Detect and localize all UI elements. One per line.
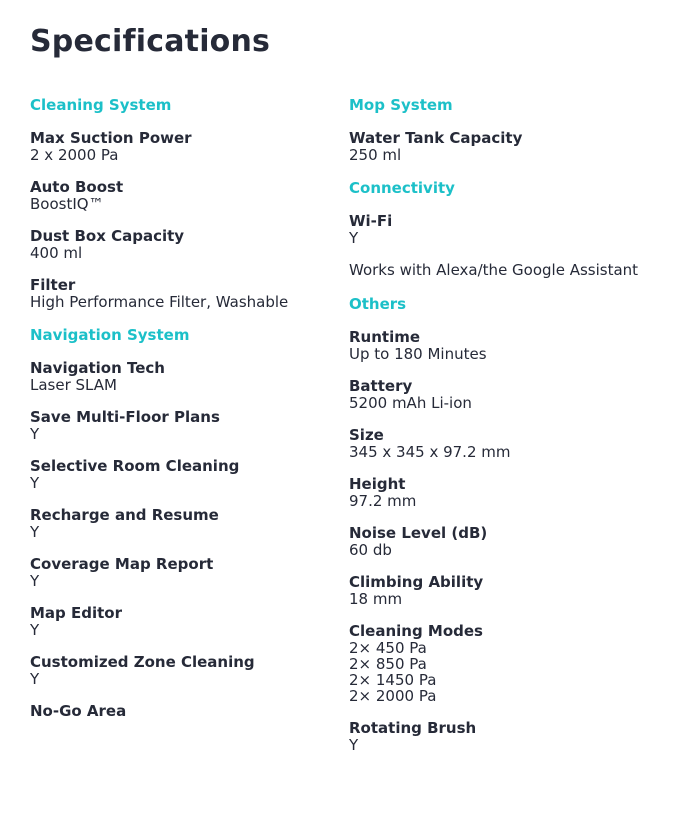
spec-value-line: 2× 450 Pa — [349, 639, 427, 657]
section-note: Works with Alexa/the Google Assistant — [349, 261, 639, 279]
spec-item-rotating-brush — [349, 720, 679, 753]
spec-label: Battery — [349, 377, 413, 395]
spec-label: Max Suction Power — [30, 129, 192, 147]
spec-value-line: Y — [30, 425, 40, 443]
spec-value — [30, 622, 340, 638]
spec-value-line: BoostIQ™ — [30, 195, 104, 213]
spec-label: Map Editor — [30, 604, 123, 622]
spec-value — [30, 524, 340, 540]
spec-value-line: Up to 180 Minutes — [349, 345, 487, 363]
spec-value-line: 2× 850 Pa — [349, 655, 427, 673]
spec-value-line: 97.2 mm — [349, 492, 417, 510]
section-mop-system — [349, 96, 679, 163]
spec-value — [30, 377, 340, 393]
spec-value-line: Laser SLAM — [30, 376, 117, 394]
spec-label: Customized Zone Cleaning — [30, 653, 255, 671]
spec-label: Selective Room Cleaning — [30, 457, 240, 475]
spec-value — [349, 444, 679, 460]
spec-value — [30, 573, 340, 589]
spec-item-recharge-and-resume — [30, 507, 340, 540]
spec-value — [30, 196, 340, 212]
spec-value-line: Y — [30, 572, 40, 590]
spec-item-height — [349, 476, 679, 509]
spec-label: Filter — [30, 276, 76, 294]
spec-item-max-suction-power — [30, 130, 340, 163]
spec-value-line: 2× 2000 Pa — [349, 687, 437, 705]
spec-label: Dust Box Capacity — [30, 227, 185, 245]
section-navigation-system — [30, 326, 340, 720]
spec-value — [349, 591, 679, 607]
spec-item-coverage-map-report — [30, 556, 340, 589]
spec-label: Climbing Ability — [349, 573, 484, 591]
spec-item-water-tank-capacity — [349, 130, 679, 163]
left-column — [30, 96, 340, 736]
spec-item-dust-box-capacity — [30, 228, 340, 261]
spec-label: Coverage Map Report — [30, 555, 214, 573]
spec-value — [349, 346, 679, 362]
spec-value-line: 345 x 345 x 97.2 mm — [349, 443, 511, 461]
spec-label: Noise Level (dB) — [349, 524, 488, 542]
spec-value — [30, 671, 340, 687]
spec-value-line: Y — [30, 474, 40, 492]
spec-item-runtime — [349, 329, 679, 362]
section-cleaning-system — [30, 96, 340, 310]
spec-value — [30, 475, 340, 491]
spec-label: Recharge and Resume — [30, 506, 219, 524]
spec-item-noise-level-db — [349, 525, 679, 558]
spec-value-line: 250 ml — [349, 146, 402, 164]
spec-label: Size — [349, 426, 384, 444]
spec-value-line: 400 ml — [30, 244, 83, 262]
spec-item-size — [349, 427, 679, 460]
spec-value — [349, 147, 679, 163]
spec-label: Rotating Brush — [349, 719, 477, 737]
section-title: Navigation System — [30, 326, 190, 344]
section-title: Mop System — [349, 96, 453, 114]
spec-label: No-Go Area — [30, 702, 127, 720]
spec-label: Cleaning Modes — [349, 622, 483, 640]
spec-value — [349, 395, 679, 411]
section-title: Connectivity — [349, 179, 455, 197]
spec-value — [30, 245, 340, 261]
spec-value — [30, 294, 340, 310]
spec-value — [349, 542, 679, 558]
spec-item-cleaning-modes — [349, 623, 679, 704]
spec-value — [349, 640, 679, 704]
spec-value-line: Y — [349, 229, 359, 247]
page-title: Specifications — [30, 24, 271, 59]
spec-value — [30, 147, 340, 163]
spec-item-battery — [349, 378, 679, 411]
spec-value — [30, 426, 340, 442]
spec-label: Height — [349, 475, 406, 493]
spec-item-auto-boost — [30, 179, 340, 212]
spec-item-selective-room-cleaning — [30, 458, 340, 491]
section-connectivity — [349, 179, 679, 279]
spec-item-save-multi-floor-plans — [30, 409, 340, 442]
section-title: Cleaning System — [30, 96, 172, 114]
spec-item-climbing-ability — [349, 574, 679, 607]
spec-value-line: 18 mm — [349, 590, 403, 608]
spec-item-filter — [30, 277, 340, 310]
spec-value-line: 2× 1450 Pa — [349, 671, 437, 689]
spec-label: Save Multi-Floor Plans — [30, 408, 220, 426]
spec-value-line: 5200 mAh Li-ion — [349, 394, 472, 412]
spec-item-map-editor — [30, 605, 340, 638]
spec-label: Wi-Fi — [349, 212, 393, 230]
spec-label: Auto Boost — [30, 178, 124, 196]
spec-value — [349, 493, 679, 509]
spec-value-line: 2 x 2000 Pa — [30, 146, 119, 164]
spec-label: Runtime — [349, 328, 421, 346]
spec-item-customized-zone-cleaning — [30, 654, 340, 687]
spec-label: Water Tank Capacity — [349, 129, 523, 147]
section-others — [349, 295, 679, 753]
spec-item-no-go-area — [30, 703, 340, 720]
spec-label: Navigation Tech — [30, 359, 165, 377]
spec-value-line: 60 db — [349, 541, 392, 559]
spec-value-line: Y — [349, 736, 359, 754]
spec-value — [349, 737, 679, 753]
section-title: Others — [349, 295, 407, 313]
spec-value-line: High Performance Filter, Washable — [30, 293, 289, 311]
spec-value-line: Y — [30, 523, 40, 541]
spec-item-navigation-tech — [30, 360, 340, 393]
spec-item-wi-fi — [349, 213, 679, 246]
spec-value-line: Y — [30, 621, 40, 639]
spec-value-line: Y — [30, 670, 40, 688]
right-column — [349, 96, 679, 769]
spec-value — [349, 230, 679, 246]
